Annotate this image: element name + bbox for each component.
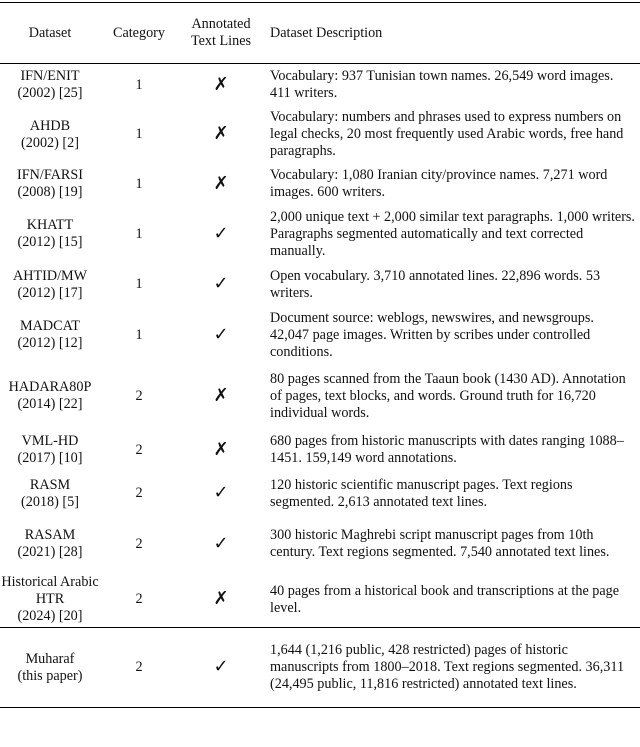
annotated-cell [178, 472, 264, 516]
table-row [0, 206, 640, 263]
dataset-name: RASAM [24, 527, 76, 543]
dataset-cell [0, 429, 100, 472]
dataset-cell [0, 472, 100, 516]
header-dataset: Dataset [28, 24, 72, 41]
header-description: Dataset Description [270, 24, 383, 41]
dataset-name: IFN/FARSI [17, 167, 83, 183]
annotated-mark-icon: ✗ [213, 438, 229, 460]
table-row [0, 429, 640, 472]
description-cell: 80 pages scanned from the Taaun book (1430 AD). Annotation of pages, text blocks, and words. Ground truth for 16,720 individual words. [270, 370, 626, 421]
dataset-cell [0, 573, 100, 628]
dataset-year-ref: (this paper) [17, 667, 83, 684]
table-row [0, 307, 640, 364]
category-cell: 2 [135, 441, 143, 458]
table-row [0, 107, 640, 163]
category-cell: 2 [135, 485, 143, 501]
annotated-mark-icon: ✓ [213, 532, 229, 554]
annotated-cell [178, 307, 264, 364]
annotated-cell [178, 163, 264, 206]
dataset-name: RASM [29, 476, 71, 493]
category-cell: 1 [135, 175, 143, 192]
description-cell: 2,000 unique text + 2,000 similar text paragraphs. 1,000 writers. Paragraphs segmented automatically and text corrected manually. [270, 208, 635, 259]
category-cell: 2 [135, 591, 143, 608]
dataset-year-ref: (2012) [17] [17, 284, 83, 301]
category-cell: 2 [135, 387, 143, 404]
dataset-cell [0, 516, 100, 573]
dataset-cell [0, 163, 100, 206]
dataset-year-ref: (2014) [22] [17, 396, 83, 412]
table-row [0, 472, 640, 516]
annotated-mark-icon: ✗ [213, 588, 229, 610]
dataset-name: IFN/ENIT [20, 68, 80, 85]
table-body [0, 64, 640, 708]
annotated-cell [178, 516, 264, 573]
description-cell: 40 pages from a historical book and transcriptions at the page level. [270, 582, 620, 616]
dataset-name: AHTID/MW [12, 267, 88, 284]
table-row [0, 364, 640, 429]
dataset-cell [0, 307, 100, 364]
dataset-cell [0, 263, 100, 307]
annotated-cell [178, 64, 264, 107]
description-cell: 680 pages from historic manuscripts with dates ranging 1088–1451. 159,149 word annotations. [270, 433, 624, 466]
description-cell: Document source: weblogs, newswires, and newsgroups. 42,047 page images. Written by scribes under controlled conditions. [270, 309, 594, 360]
description-cell: 1,644 (1,216 public, 428 restricted) pages of historic manuscripts from 1800–2018. Text regions segmented. 36,311 (24,495 public, 11,816 restricted) annotated text lines. [270, 642, 625, 692]
annotated-mark-icon: ✗ [213, 172, 229, 194]
description-cell: Vocabulary: 937 Tunisian town names. 26,549 word images. 411 writers. [270, 68, 614, 102]
dataset-year-ref: (2024) [20] [17, 608, 83, 625]
category-cell: 1 [135, 225, 143, 242]
header-annotated-label: Annotated Text Lines [190, 16, 252, 49]
dataset-year-ref: (2002) [2] [21, 134, 79, 151]
dataset-year-ref: (2017) [10] [17, 450, 83, 466]
dataset-cell [0, 64, 100, 107]
description-cell: Vocabulary: numbers and phrases used to express numbers on legal checks, 20 most frequently used Arabic words, free hand paragraphs. [270, 109, 624, 159]
annotated-mark-icon: ✓ [213, 273, 229, 294]
table-row [0, 628, 640, 708]
table-row [0, 163, 640, 206]
header-annotated-text-lines [178, 3, 264, 64]
dataset-cell [0, 628, 100, 708]
dataset-year-ref: (2008) [19] [17, 184, 83, 200]
annotated-cell [178, 364, 264, 429]
dataset-name: HADARA80P [8, 379, 92, 395]
annotated-mark-icon: ✓ [213, 482, 229, 503]
annotated-mark-icon: ✓ [213, 656, 229, 677]
dataset-name: Muharaf [25, 650, 75, 667]
dataset-year-ref: (2018) [5] [21, 493, 79, 510]
dataset-name: KHATT [26, 217, 74, 233]
annotated-cell [178, 429, 264, 472]
category-cell: 2 [135, 535, 143, 552]
dataset-name: MADCAT [20, 318, 80, 334]
datasets-table [0, 2, 640, 708]
table-row [0, 64, 640, 107]
header-category: Category [112, 24, 165, 41]
annotated-mark-icon: ✗ [213, 123, 229, 144]
header-row [0, 3, 640, 64]
annotated-mark-icon: ✓ [213, 222, 229, 244]
dataset-name: Historical Arabic HTR [1, 574, 99, 608]
dataset-name: VML-HD [21, 433, 79, 449]
category-cell: 1 [135, 126, 143, 142]
table-row [0, 263, 640, 307]
annotated-cell [178, 107, 264, 163]
dataset-cell [0, 364, 100, 429]
dataset-year-ref: (2021) [28] [17, 544, 83, 560]
table-row [0, 573, 640, 628]
annotated-mark-icon: ✗ [213, 73, 229, 95]
dataset-year-ref: (2012) [12] [17, 335, 83, 351]
dataset-year-ref: (2012) [15] [17, 234, 83, 250]
description-cell: Open vocabulary. 3,710 annotated lines. 22,896 words. 53 writers. [270, 267, 601, 301]
description-cell: 120 historic scientific manuscript pages. Text regions segmented. 2,613 annotated text lines. [270, 476, 573, 510]
annotated-mark-icon: ✗ [213, 384, 229, 406]
annotated-mark-icon: ✓ [213, 323, 229, 345]
annotated-cell [178, 263, 264, 307]
dataset-year-ref: (2002) [25] [17, 85, 83, 102]
category-cell: 1 [135, 76, 143, 93]
annotated-cell [178, 573, 264, 628]
category-cell: 2 [135, 659, 143, 675]
dataset-cell [0, 107, 100, 163]
description-cell: Vocabulary: 1,080 Iranian city/province names. 7,271 word images. 600 writers. [270, 167, 608, 200]
annotated-cell [178, 628, 264, 708]
description-cell: 300 historic Maghrebi script manuscript pages from 10th century. Text regions segmented. 7,540 annotated text lines. [270, 527, 610, 560]
category-cell: 1 [135, 326, 143, 343]
table-row [0, 516, 640, 573]
annotated-cell [178, 206, 264, 263]
dataset-cell [0, 206, 100, 263]
category-cell: 1 [135, 276, 143, 292]
dataset-name: AHDB [29, 117, 71, 134]
